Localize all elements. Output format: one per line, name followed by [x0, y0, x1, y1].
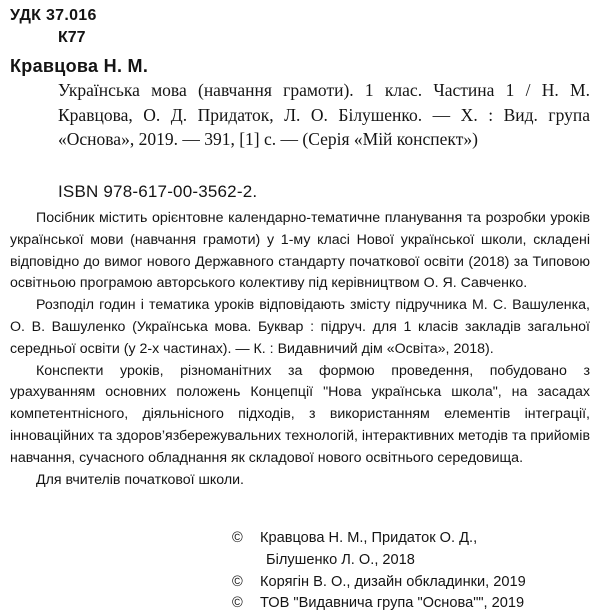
bibliographic-description: Українська мова (навчання грамоти). 1 клас. Частина 1 / Н. М. Кравцова, О. Д. Придаток, Л. О. Білушенко. — Х. : Вид. група «Основа», 2019. — 391, [1] с. — (Серія «Мій конспект»)	[58, 80, 590, 149]
annotation-paragraph: Посібник містить орієнтовне календарно-тематичне планування та розробки уроків української мови (навчання грамоти) у 1-му класі Нової української школи, складені відповідно до вимог нового Державного стандарту початкової освіти (2018) за Типовою освітньою програмою авторського колективу під керівництвом О. Я. Савченко.	[10, 210, 590, 292]
copyright-line	[232, 572, 594, 594]
copyright-line-continuation: Білушенко Л. О., 2018	[266, 551, 415, 568]
copyright-text: Корягін В. О., дизайн обкладинки, 2019	[260, 573, 526, 590]
isbn: ISBN 978-617-00-3562-2.	[58, 182, 258, 201]
annotation-paragraph: Розподіл годин і тематика уроків відповідають змісту підручника М. С. Вашуленка, О. В. Вашуленко (Українська мова. Буквар : підруч. для 1 класів закладів загальної середньої освіти (у 2-х частинах). — К. : Видавничий дім «Освіта», 2018).	[10, 297, 590, 357]
annotation-paragraph: Конспекти уроків, різноманітних за формою проведення, побудовано з урахуванням основних положень Концепції "Нова українська школа", на засадах компетентнісного, діяльнісного підходів, з використанням елементів інтеграції, інноваційних та здоров’язбережувальних технологій, інтерактивних методів та прийомів навчання, сучасного обладнання як складової нового освітнього середовища.	[10, 362, 590, 466]
annotation-paragraph: Для вчителів початкової школи.	[36, 471, 245, 488]
author-heading: Кравцова Н. М.	[10, 56, 149, 76]
copyright-icon: ©	[232, 595, 243, 612]
copyright-text: ТОВ "Видавнича група "Основа"", 2019	[260, 595, 525, 612]
copyright-line	[232, 593, 594, 615]
copyright-block	[232, 528, 594, 615]
copyright-text: Кравцова Н. М., Придаток О. Д.,	[260, 530, 478, 546]
copyright-icon: ©	[232, 530, 243, 546]
author-mark-code: К77	[58, 29, 86, 46]
copyright-line	[232, 528, 594, 550]
udc-index: УДК 37.016	[10, 7, 97, 24]
annotation	[10, 208, 590, 491]
copyright-icon: ©	[232, 573, 243, 590]
